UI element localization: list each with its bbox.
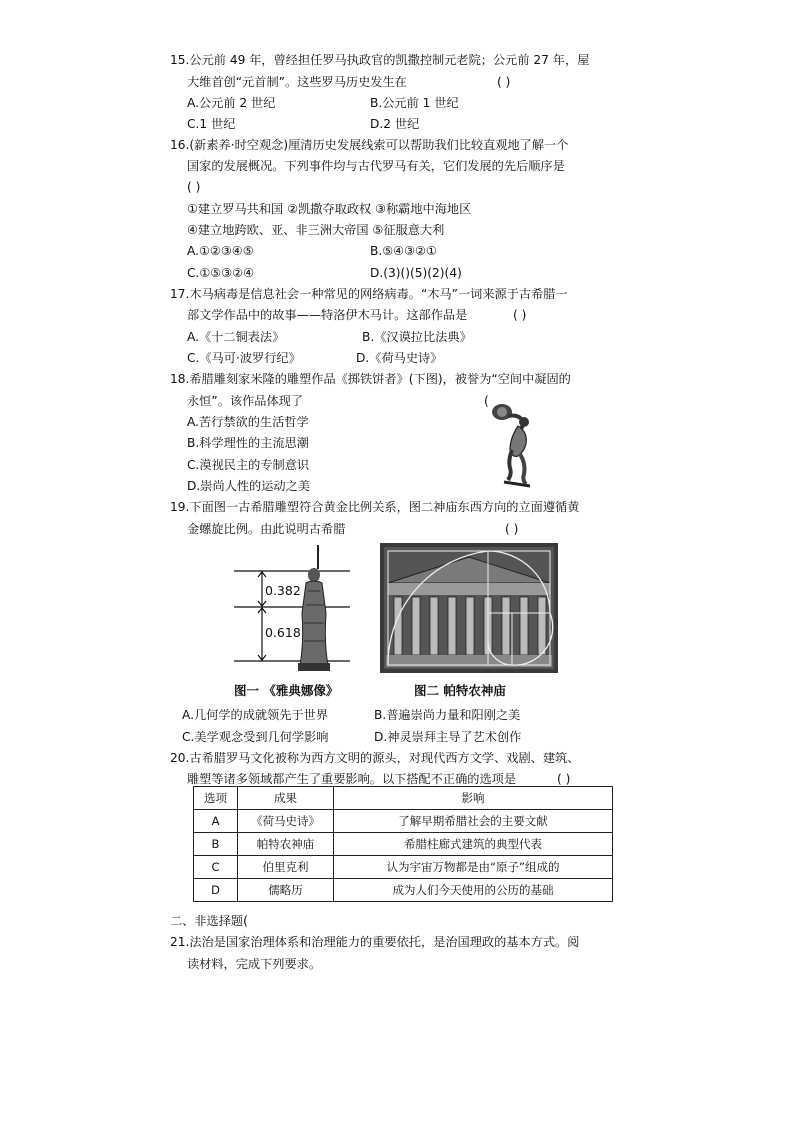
table-cell: 儒略历 (238, 879, 334, 902)
parthenon-figure (380, 543, 558, 673)
q19-answer-paren: ( ) (505, 522, 519, 536)
table-cell: B (194, 833, 238, 856)
q16-stem-line2: 国家的发展概况。下列事件均与古代罗马有关，它们发展的先后顺序是 (187, 159, 565, 173)
q15-stem-line2: 大维首创“元首制”。这些罗马历史发生在 (187, 75, 407, 89)
q17-stem-line1: 17.木马病毒是信息社会一种常见的网络病毒。“木马”一词来源于古希腊一 (170, 287, 568, 301)
q18-option-d: D.崇尚人性的运动之美 (187, 479, 310, 493)
q17-option-c: C.《马可·波罗行纪》 (187, 351, 301, 365)
q19-stem-line1: 19.下面图一古希腊雕塑符合黄金比例关系，图二神庙东西方向的立面遵循黄 (170, 500, 580, 514)
q18-answer-paren: ( (484, 394, 489, 408)
q16-answer-paren: ( ) (187, 180, 201, 194)
q18-stem-line1: 18.希腊雕刻家米隆的雕塑作品《掷铁饼者》(下图)，被誉为“空间中凝固的 (170, 372, 571, 386)
q20-answer-paren: ( ) (557, 772, 571, 786)
q17-stem-line2: 部文学作品中的故事——特洛伊木马计。这部作品是 (187, 308, 468, 322)
q16-stem-line1: 16.(新素养·时空观念)厘清历史发展线索可以帮助我们比较直观地了解一个 (170, 138, 569, 152)
table-cell: D (194, 879, 238, 902)
q15-option-d: D.2 世纪 (370, 117, 420, 131)
q21-stem-line2: 读材料，完成下列要求。 (187, 957, 322, 971)
q19-stem-line2: 金螺旋比例。由此说明古希腊 (187, 522, 346, 536)
q19-option-c: C.美学观念受到几何学影响 (182, 730, 329, 744)
figure1-caption: 图一 《雅典娜像》 (234, 683, 339, 698)
table-cell: 帕特农神庙 (238, 833, 334, 856)
q16-option-a: A.①②③④⑤ (187, 244, 254, 258)
table-cell: 《荷马史诗》 (238, 810, 334, 833)
ratio-label-0618: 0.618 (265, 625, 301, 640)
table-cell: 希腊柱廊式建筑的典型代表 (334, 833, 613, 856)
q17-option-d: D.《荷马史诗》 (356, 351, 443, 365)
table-row (194, 810, 613, 833)
table-cell: 成为人们今天使用的公历的基础 (334, 879, 613, 902)
q15-option-c: C.1 世纪 (187, 117, 236, 131)
q16-events-line2: ④建立地跨欧、亚、非三洲大帝国 ⑤征服意大利 (187, 223, 445, 237)
table-cell: C (194, 856, 238, 879)
table-row (194, 879, 613, 902)
figure2-caption: 图二 帕特农神庙 (414, 683, 506, 698)
q19-option-a: A.几何学的成就领先于世界 (182, 708, 329, 722)
q19-option-b: B.普遍崇尚力量和阳刚之美 (374, 708, 521, 722)
q15-stem-line1: 15.公元前 49 年，曾经担任罗马执政官的凯撒控制元老院；公元前 27 年，屋 (170, 53, 590, 67)
table-row (194, 856, 613, 879)
table-cell: A (194, 810, 238, 833)
q17-option-b: B.《汉谟拉比法典》 (362, 330, 472, 344)
table-cell: 了解早期希腊社会的主要文献 (334, 810, 613, 833)
table-cell: 认为宇宙万物都是由“原子”组成的 (334, 856, 613, 879)
q21-stem-line1: 21.法治是国家治理体系和治理能力的重要依托，是治国理政的基本方式。阅 (170, 935, 580, 949)
table-header-cell: 选项 (194, 787, 238, 810)
table-cell: 伯里克利 (238, 856, 334, 879)
table-header-row (194, 787, 613, 810)
q16-option-c: C.①⑤③②④ (187, 266, 255, 280)
table-header-cell: 成果 (238, 787, 334, 810)
q15-option-a: A.公元前 2 世纪 (187, 96, 276, 110)
q18-option-b: B.科学理性的主流思潮 (187, 436, 309, 450)
q16-option-d: D.(3)()(5)(2)(4) (370, 266, 462, 280)
q18-option-c: C.漠视民主的专制意识 (187, 458, 310, 472)
q15-answer-paren: ( ) (497, 75, 511, 89)
q18-option-a: A.苦行禁欲的生活哲学 (187, 415, 309, 429)
q18-stem-line2: 永恒”。该作品体现了 (187, 394, 304, 408)
ratio-label-0382: 0.382 (265, 583, 301, 598)
q16-option-b: B.⑤④③②① (370, 244, 437, 258)
q20-stem-line1: 20.古希腊罗马文化被称为西方文明的源头，对现代西方文学、戏剧、建筑、 (170, 751, 580, 765)
q17-option-a: A.《十二铜表法》 (187, 330, 285, 344)
athena-statue-figure (234, 543, 350, 673)
discobolus-statue-image (488, 400, 544, 488)
q16-events-line1: ①建立罗马共和国 ②凯撒夺取政权 ③称霸地中海地区 (187, 202, 472, 216)
section2-heading: 二、非选择题( (170, 914, 248, 928)
q20-match-table (193, 786, 613, 902)
table-row (194, 833, 613, 856)
q15-option-b: B.公元前 1 世纪 (370, 96, 459, 110)
q19-option-d: D.神灵崇拜主导了艺术创作 (374, 730, 522, 744)
table-header-cell: 影响 (334, 787, 613, 810)
q20-stem-line2: 雕塑等诸多领域都产生了重要影响。以下搭配不正确的选项是 (187, 772, 517, 786)
q17-answer-paren: ( ) (513, 308, 527, 322)
